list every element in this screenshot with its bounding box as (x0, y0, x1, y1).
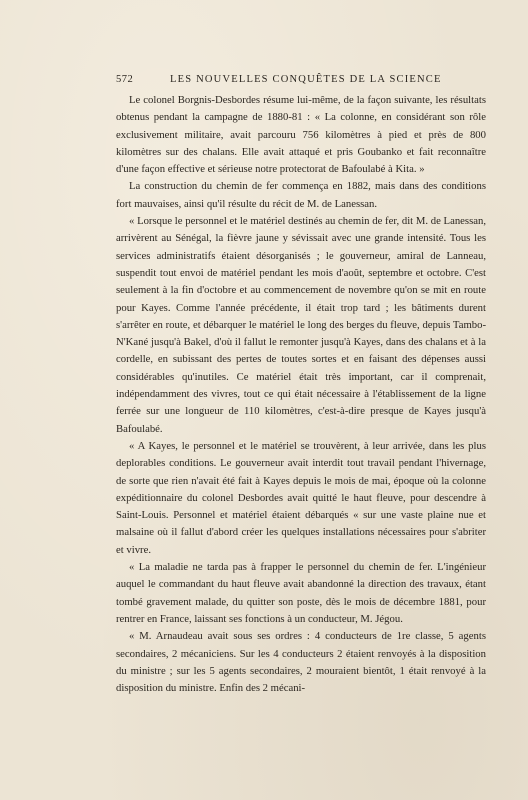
page-header (116, 74, 486, 90)
paragraph-5: « La maladie ne tarda pas à frapper le personnel du chemin de fer. L'ingénieur auquel le commandant du haut fleuve avait abandonné la direction des travaux, étant tombé gravement malade, du quitter son poste, dès le mois de décembre 1881, pour rentrer en France, laissant ses fonctions à un conducteur, M. Jégou. (116, 561, 486, 625)
page-number: 572 (116, 74, 134, 85)
paragraph-4: « A Kayes, le personnel et le matériel se trouvèrent, à leur arrivée, dans les plus deplorables conditions. Le gouverneur avait interdit tout travail pendant l'hivernage, de sorte que rien n'avait été fait à Kayes depuis le mois de mai, époque où la colonne expéditionnaire du colonel Desbordes avait quitté le haut fleuve, pour descendre à Saint-Louis. Personnel et matériel étaient débarqués « sur une vaste plaine nue et malsaine où il fallut d'abord créer les quelques installations nécessaires pour s'abriter et vivre. (116, 439, 486, 556)
paragraph-6: « M. Arnaudeau avait sous ses ordres : 4 conducteurs de 1re classe, 5 agents secondaires, 2 mécaniciens. Sur les 4 conducteurs 2 étaient renvoyés à la disposition du ministre ; sur les 5 agents secondaires, 2 mouraient bientôt, 1 était renvoyé à la disposition du ministre. Enfin des 2 mécani- (116, 630, 486, 695)
body-text (116, 92, 486, 697)
paragraph-3: « Lorsque le personnel et le matériel destinés au chemin de fer, dit M. de Lanessan, arrivèrent au Sénégal, la fièvre jaune y sévissait avec une grande intensité. Tous les services administratifs étaient désorganisés ; le gouverneur, amiral de Lanneau, suspendit tout envoi de matériel pendant les mois d'août, septembre et octobre. C'est seulement à la fin d'octobre et au commencement de novembre qu'on se mit en route pour Kayes. Comme l'année précédente, il était trop tard ; les bâtiments durent s'arrêter en route, et débarquer le matériel le long des berges du fleuve, depuis Tambo-N'Kané jusqu'à Bakel, d'où il fallut le remonter jusqu'à Kayes, dans des chalans et à la cordelle, en subissant des pertes de toutes sortes et en faisant des dépenses aussi considérables qu'inutiles. Ce matériel était très important, car il comprenait, indépendamment des vivres, tout ce qui était nécessaire à l'établissement de la ligne ferrée sur une longueur de 110 kilomètres, c'est-à-dire presque de Kayes jusqu'à Bafoulabé. (116, 215, 486, 435)
paragraph-2: La construction du chemin de fer commença en 1882, mais dans des conditions fort mauvaises, ainsi qu'il résulte du récit de M. de Lanessan. (116, 180, 486, 210)
paragraph-1: Le colonel Borgnis-Desbordes résume lui-même, de la façon suivante, les résultats obtenus pendant la campagne de 1880-81 : « La colonne, en considérant son rôle exclusivement militaire, avait parcouru 756 kilomètres à pied et près de 800 kilomètres sur des chalans. Elle avait attaqué et pris Goubanko et fait reconnaître d'une façon effective et sérieuse notre protectorat de Bafoulabé à Kita. » (116, 94, 486, 176)
running-title: LES NOUVELLES CONQUÊTES DE LA SCIENCE (170, 74, 442, 85)
